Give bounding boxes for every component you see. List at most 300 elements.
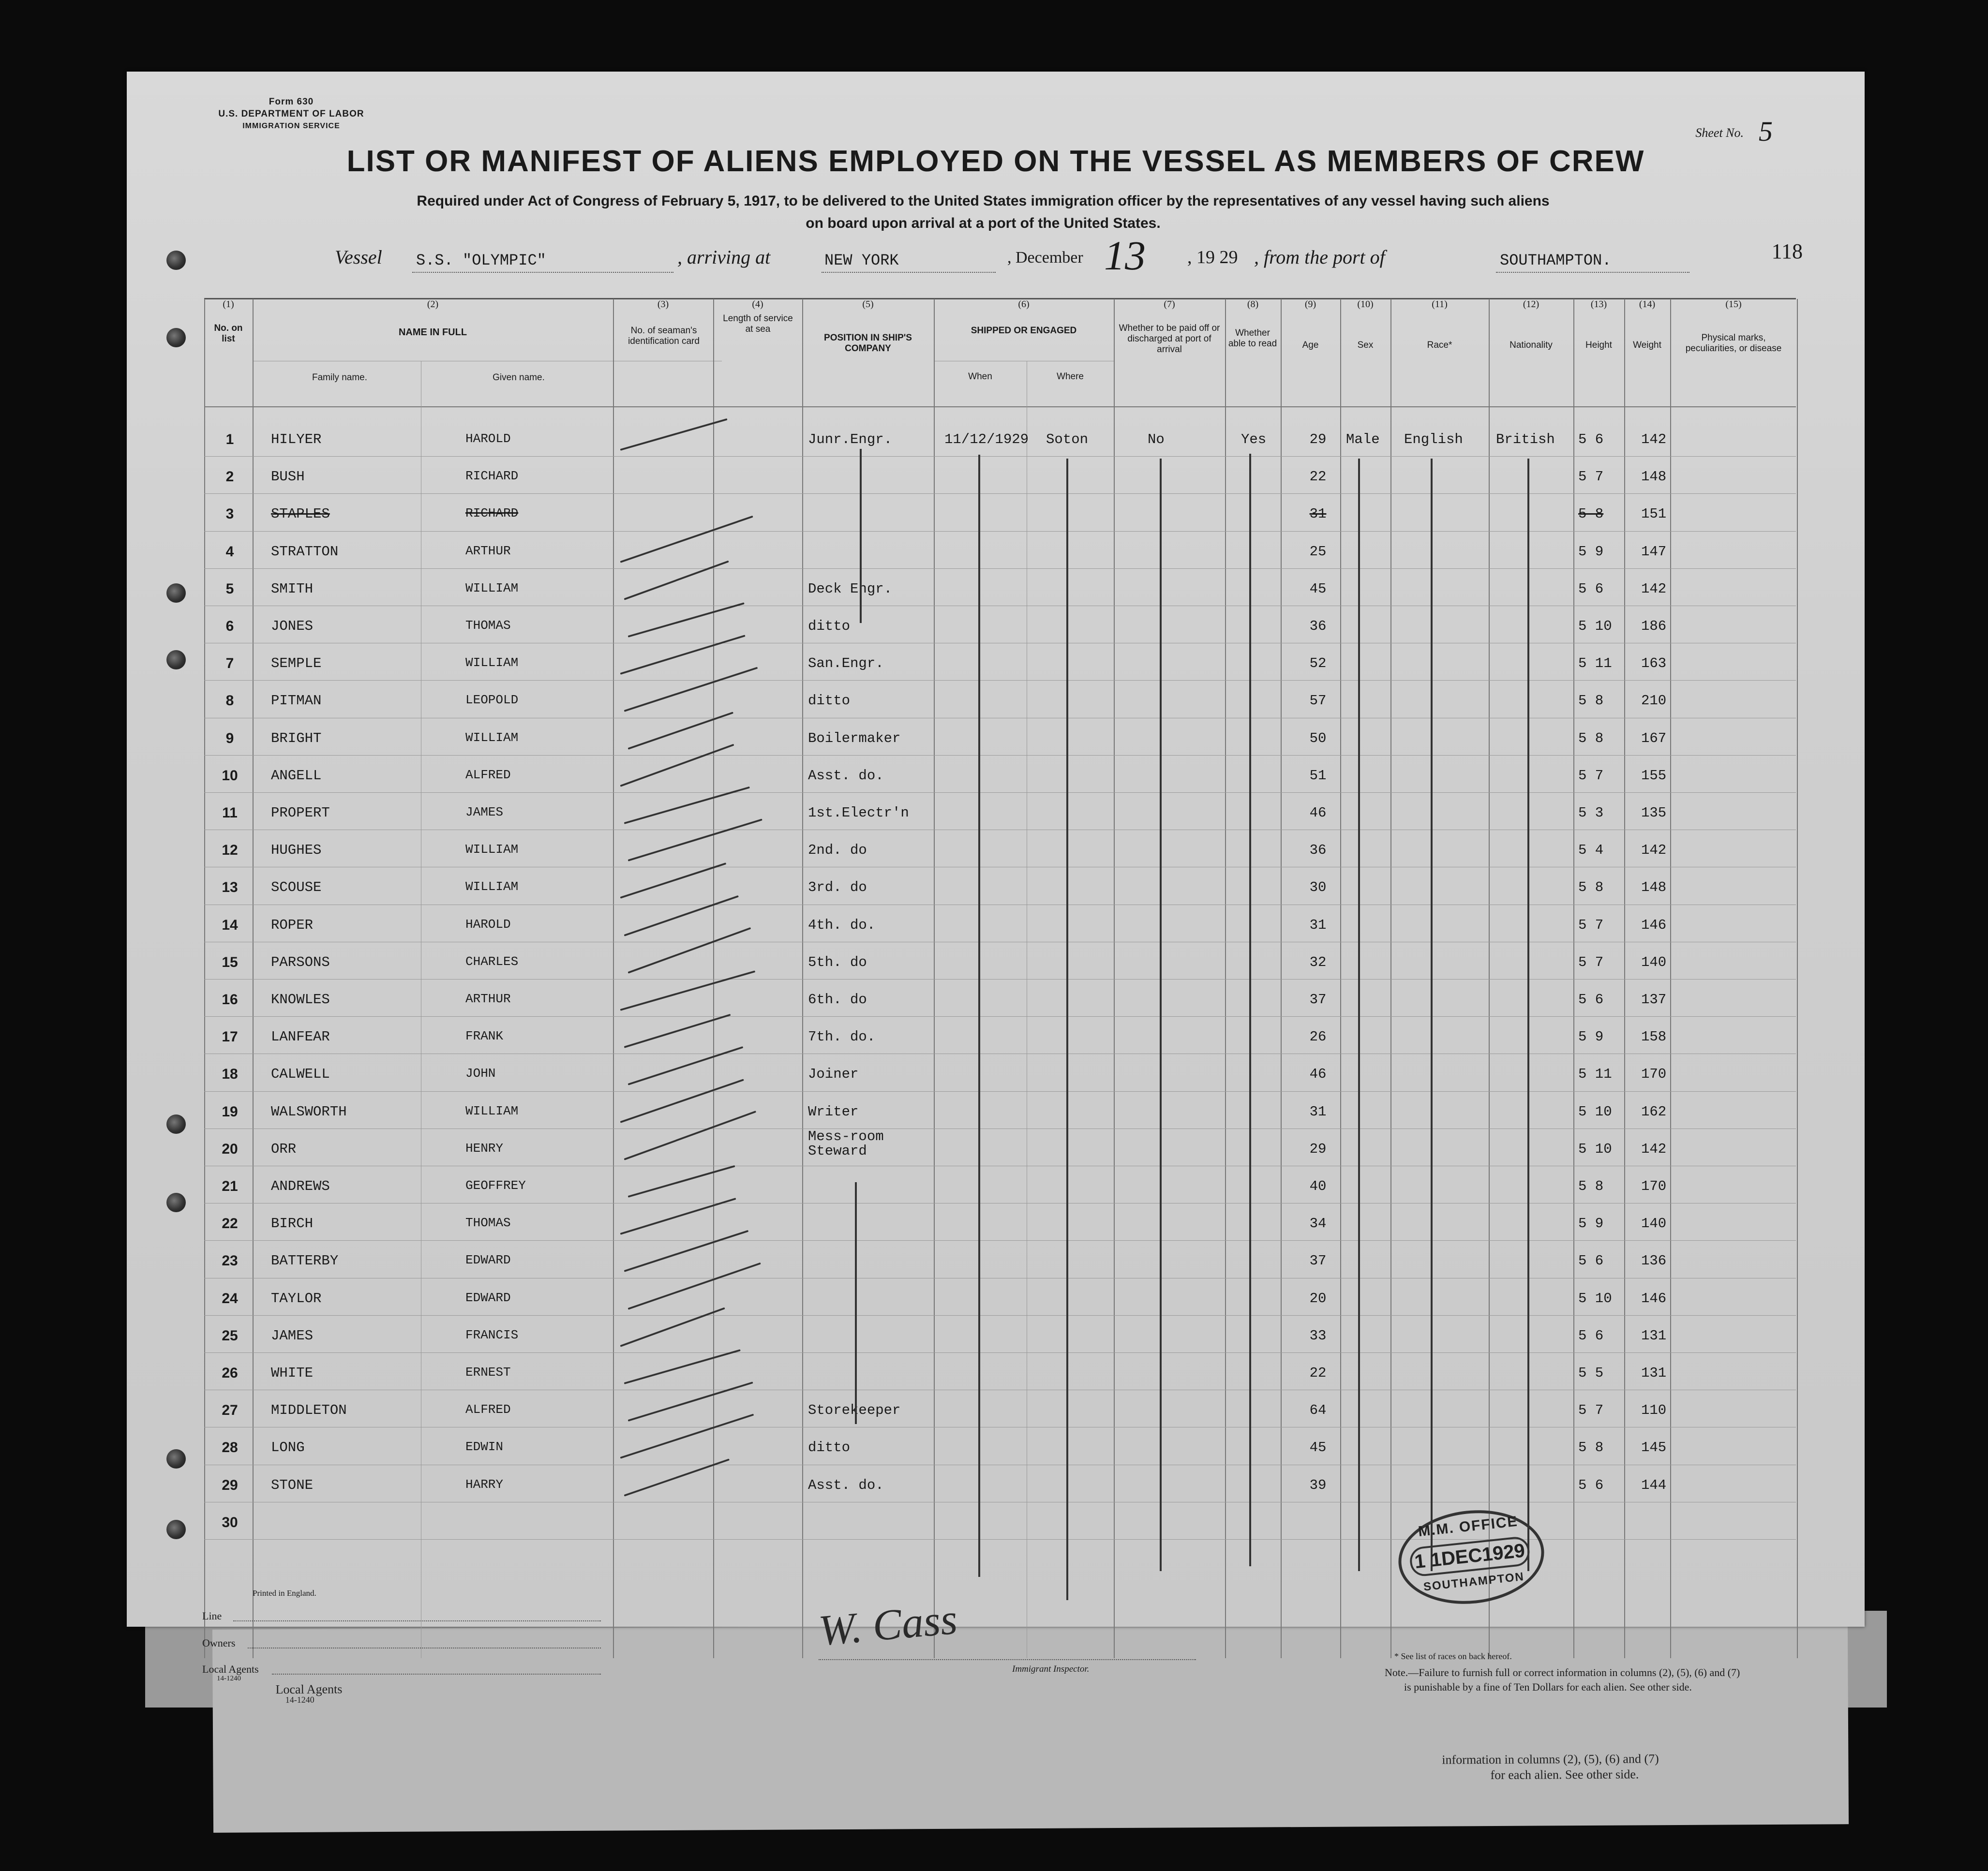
form-identifier <box>190 96 393 132</box>
cell-given: ERNEST <box>465 1365 511 1380</box>
table-row <box>127 1354 1865 1392</box>
cell-height: 5 7 <box>1578 954 1604 970</box>
row-rule <box>204 568 1796 569</box>
arriving-dotline <box>822 272 996 273</box>
ditto-mark <box>860 449 862 623</box>
table-row <box>127 1168 1865 1205</box>
cell-position: 6th. do <box>808 992 867 1008</box>
table-row <box>127 1429 1865 1467</box>
cell-given: ALFRED <box>465 1402 511 1417</box>
cell-no: 16 <box>222 992 238 1008</box>
row-rule <box>204 792 1796 793</box>
cell-age: 37 <box>1309 1253 1327 1269</box>
col-header-height: Height <box>1585 340 1612 350</box>
stamp-bottom: SOUTHAMPTON <box>1422 1570 1525 1594</box>
ditto-mark <box>1066 459 1068 1600</box>
cell-family: BRIGHT <box>271 730 322 746</box>
cell-race: English <box>1404 431 1463 447</box>
cell-weight: 186 <box>1641 618 1667 634</box>
cell-age: 31 <box>1309 506 1327 522</box>
line-label: Line <box>202 1610 222 1622</box>
table-row <box>127 1317 1865 1355</box>
col-header-no: No. on list <box>214 323 243 344</box>
cell-position: Asst. do. <box>808 767 884 784</box>
vessel-label: Vessel <box>335 246 382 268</box>
cell-given: EDWARD <box>465 1290 511 1305</box>
cell-family: BUSH <box>271 469 305 485</box>
ditto-mark <box>1431 459 1433 1571</box>
cell-family: TAYLOR <box>271 1290 322 1307</box>
table-row <box>127 570 1865 608</box>
under-fragment-2: for each alien. See other side. <box>1490 1767 1639 1782</box>
under-fragment-1: information in columns (2), (5), (6) and (7) <box>1442 1752 1659 1767</box>
cell-family: STONE <box>271 1477 314 1493</box>
table-row <box>127 1093 1865 1131</box>
table-row <box>127 458 1865 496</box>
cell-given: THOMAS <box>465 618 511 633</box>
fine-note-1: Note.—Failure to furnish full or correct information in columns (2), (5), (6) and (7) <box>1385 1666 1740 1678</box>
table-row <box>127 757 1865 795</box>
cell-age: 52 <box>1309 655 1327 672</box>
cell-family: CALWELL <box>271 1066 330 1083</box>
cell-family: ORR <box>271 1141 297 1157</box>
cell-family: PROPERT <box>271 805 330 821</box>
cell-family: KNOWLES <box>271 992 330 1008</box>
cell-height: 5 8 <box>1578 1440 1604 1456</box>
cell-given: JOHN <box>465 1066 496 1081</box>
row-rule <box>204 1240 1796 1241</box>
form-code: 14-1240 <box>217 1675 241 1682</box>
cell-no: 24 <box>222 1290 238 1307</box>
colnum: (11) <box>1432 299 1448 310</box>
cell-age: 45 <box>1309 1440 1327 1456</box>
cell-weight: 170 <box>1641 1066 1667 1083</box>
row-rule <box>204 680 1796 681</box>
cell-weight: 135 <box>1641 805 1667 821</box>
col-header-position: POSITION IN SHIP'S COMPANY <box>824 333 912 354</box>
colnum: (9) <box>1304 299 1316 310</box>
col-header-race: Race* <box>1427 340 1452 350</box>
colnum: (8) <box>1247 299 1259 310</box>
ditto-mark <box>855 1182 857 1424</box>
cell-no: 14 <box>222 917 238 933</box>
stamp-date: 1 1DEC1929 <box>1408 1536 1531 1578</box>
agents-dotline <box>272 1674 601 1675</box>
cell-given: WILLIAM <box>465 580 519 595</box>
cell-weight: 210 <box>1641 693 1667 709</box>
cell-given: HARRY <box>465 1477 504 1492</box>
cell-no: 28 <box>222 1440 238 1456</box>
row-rule <box>204 979 1796 980</box>
binder-hole <box>166 328 186 347</box>
cell-no: 4 <box>225 543 234 560</box>
cell-height: 5 7 <box>1578 917 1604 933</box>
row-rule <box>204 531 1796 532</box>
col-header-card: No. of seaman's identification card <box>628 326 700 346</box>
fine-note-2: is punishable by a fine of Ten Dollars for each alien. See other side. <box>1404 1681 1692 1693</box>
colnum: (12) <box>1523 299 1540 310</box>
row-rule <box>204 1352 1796 1353</box>
cell-height: 5 8 <box>1578 506 1604 522</box>
cell-age: 30 <box>1309 879 1327 896</box>
table-row <box>127 533 1865 571</box>
cell-given: EDWARD <box>465 1253 511 1268</box>
col-header-age: Age <box>1302 340 1319 350</box>
cell-age: 33 <box>1309 1327 1327 1344</box>
cell-given: GEOFFREY <box>465 1178 526 1193</box>
cell-no: 7 <box>225 655 234 672</box>
table-row <box>127 1280 1865 1318</box>
cell-weight: 110 <box>1641 1402 1667 1419</box>
cell-position: 4th. do. <box>808 917 876 933</box>
table-row <box>127 421 1865 459</box>
cell-weight: 151 <box>1641 506 1667 522</box>
cell-weight: 146 <box>1641 917 1667 933</box>
cell-age: 29 <box>1309 1141 1327 1157</box>
cell-family: ROPER <box>271 917 314 933</box>
cell-height: 5 8 <box>1578 879 1604 896</box>
cell-weight: 142 <box>1641 1141 1667 1157</box>
cell-age: 34 <box>1309 1216 1327 1232</box>
page-number: 118 <box>1771 239 1803 263</box>
col-header-shipped: SHIPPED OR ENGAGED <box>971 326 1077 336</box>
row-rule <box>204 1539 1796 1540</box>
arrival-month: , December <box>1007 249 1083 267</box>
row-rule <box>204 1016 1796 1017</box>
cell-where: Soton <box>1046 431 1089 447</box>
cell-weight: 155 <box>1641 767 1667 784</box>
cell-given: HAROLD <box>465 917 511 932</box>
cell-family: HILYER <box>271 431 322 447</box>
cell-height: 5 6 <box>1578 1253 1604 1269</box>
cell-age: 45 <box>1309 580 1327 597</box>
cell-no: 22 <box>222 1216 238 1232</box>
inspector-label: Immigrant Inspector. <box>1012 1664 1090 1674</box>
col-header-given: Given name. <box>493 372 545 383</box>
cell-height: 5 10 <box>1578 618 1612 634</box>
cell-no: 27 <box>222 1402 238 1419</box>
cell-no: 15 <box>222 954 238 970</box>
vessel-dotline <box>412 272 673 273</box>
row-rule <box>204 1091 1796 1092</box>
inspector-signature: W. Cass <box>817 1595 959 1655</box>
cell-given: WILLIAM <box>465 1103 519 1118</box>
colnum: (14) <box>1639 299 1656 310</box>
cell-position: Deck Engr. <box>808 580 893 597</box>
table-row <box>127 981 1865 1019</box>
header-bottom-rule <box>204 406 1796 407</box>
cell-family: ANDREWS <box>271 1178 330 1194</box>
cell-height: 5 10 <box>1578 1141 1612 1157</box>
table-row <box>127 944 1865 981</box>
binder-hole <box>166 251 186 270</box>
cell-no: 26 <box>222 1365 238 1381</box>
cell-weight: 170 <box>1641 1178 1667 1194</box>
arrival-day: 13 <box>1104 232 1146 279</box>
table-row <box>127 1392 1865 1429</box>
owners-label: Owners <box>202 1637 236 1649</box>
cell-height: 5 7 <box>1578 1402 1604 1419</box>
cell-no: 30 <box>222 1514 238 1530</box>
cell-given: HENRY <box>465 1141 504 1156</box>
cell-position: 3rd. do <box>808 879 867 896</box>
ditto-mark <box>978 455 980 1577</box>
cell-height: 5 8 <box>1578 730 1604 746</box>
cell-given: WILLIAM <box>465 842 519 857</box>
document-subtitle <box>330 190 1636 235</box>
col-header-where: Where <box>1057 371 1084 382</box>
arrival-year: , 19 29 <box>1187 247 1238 267</box>
cell-position: San.Engr. <box>808 655 884 672</box>
manifest-sheet <box>127 72 1865 1693</box>
table-row <box>127 608 1865 645</box>
cell-family: ANGELL <box>271 767 322 784</box>
cell-height: 5 7 <box>1578 767 1604 784</box>
cell-no: 6 <box>225 618 234 634</box>
cell-given: ARTHUR <box>465 992 511 1006</box>
colnum: (7) <box>1164 299 1175 310</box>
subtitle-line-2: on board upon arrival at a port of the United States. <box>806 215 1161 231</box>
from-port-label: , from the port of <box>1254 246 1385 268</box>
cell-position: 5th. do <box>808 954 867 970</box>
cell-given: ALFRED <box>465 767 511 782</box>
form-number: Form 630 <box>269 97 314 107</box>
cell-age: 37 <box>1309 992 1327 1008</box>
row-rule <box>204 1315 1796 1316</box>
cell-given: ARTHUR <box>465 543 511 558</box>
cell-age: 36 <box>1309 842 1327 859</box>
cell-paid: No <box>1148 431 1165 447</box>
cell-family: JONES <box>271 618 314 634</box>
signature-dotline <box>819 1659 1196 1660</box>
cell-given: RICHARD <box>465 469 519 484</box>
printed-note: Printed in England. <box>253 1589 316 1598</box>
ditto-mark <box>1160 459 1162 1571</box>
cell-no: 1 <box>225 431 234 447</box>
cell-age: 40 <box>1309 1178 1327 1194</box>
cell-height: 5 4 <box>1578 842 1604 859</box>
cell-height: 5 8 <box>1578 1178 1604 1194</box>
cell-weight: 146 <box>1641 1290 1667 1307</box>
under-local-agents: Local Agents <box>275 1682 343 1697</box>
cell-no: 25 <box>222 1327 238 1344</box>
sheet-number-label: Sheet No. <box>1695 126 1744 140</box>
colnum: (2) <box>427 299 439 310</box>
ditto-mark <box>1249 454 1251 1566</box>
cell-family: HUGHES <box>271 842 322 859</box>
cell-height: 5 11 <box>1578 1066 1612 1083</box>
cell-family: WALSWORTH <box>271 1103 347 1120</box>
cell-nationality: British <box>1496 431 1555 447</box>
cell-family: PARSONS <box>271 954 330 970</box>
cell-age: 25 <box>1309 543 1327 560</box>
cell-family: PITMAN <box>271 693 322 709</box>
service-name: IMMIGRATION SERVICE <box>242 122 340 130</box>
cell-given: CHARLES <box>465 954 519 969</box>
underlying-sheet <box>212 1621 1849 1833</box>
colnum: (1) <box>223 299 234 310</box>
cell-sex: Male <box>1346 431 1380 447</box>
cell-age: 22 <box>1309 1365 1327 1381</box>
row-rule <box>204 456 1796 457</box>
cell-given: THOMAS <box>465 1216 511 1231</box>
cell-age: 20 <box>1309 1290 1327 1307</box>
cell-family: LONG <box>271 1440 305 1456</box>
colnum: (6) <box>1018 299 1030 310</box>
cell-no: 3 <box>225 506 234 522</box>
cell-family: SMITH <box>271 580 314 597</box>
under-code: 14-1240 <box>285 1694 314 1705</box>
cell-height: 5 6 <box>1578 992 1604 1008</box>
cell-height: 5 11 <box>1578 655 1612 672</box>
cell-position: ditto <box>808 693 851 709</box>
cell-family: BIRCH <box>271 1216 314 1232</box>
arriving-label: , arriving at <box>677 246 771 268</box>
check-mark <box>628 602 744 638</box>
cell-weight: 148 <box>1641 879 1667 896</box>
check-mark <box>620 418 727 451</box>
table-row <box>127 720 1865 757</box>
cell-height: 5 6 <box>1578 1327 1604 1344</box>
cell-age: 51 <box>1309 767 1327 784</box>
cell-age: 22 <box>1309 469 1327 485</box>
table-row <box>127 1055 1865 1093</box>
cell-age: 46 <box>1309 805 1327 821</box>
stamp-top: M.M. OFFICE <box>1417 1513 1519 1540</box>
cell-position: Asst. do. <box>808 1477 884 1493</box>
cell-no: 5 <box>225 580 234 597</box>
col-header-sex: Sex <box>1357 340 1374 350</box>
cell-weight: 142 <box>1641 431 1667 447</box>
cell-position: Mess-room Steward <box>808 1128 884 1159</box>
cell-family: JAMES <box>271 1327 314 1344</box>
colnum: (13) <box>1590 299 1607 310</box>
cell-no: 23 <box>222 1253 238 1269</box>
cell-weight: 137 <box>1641 992 1667 1008</box>
cell-given: LEOPOLD <box>465 693 519 708</box>
check-mark <box>628 1165 735 1198</box>
row-rule <box>204 493 1796 494</box>
line-dotline <box>233 1620 601 1621</box>
colnum: (4) <box>752 299 763 310</box>
cell-age: 50 <box>1309 730 1327 746</box>
cell-weight: 163 <box>1641 655 1667 672</box>
cell-no: 17 <box>222 1029 238 1045</box>
col-header-nationality: Nationality <box>1510 340 1553 350</box>
col-header-name: NAME IN FULL <box>398 327 467 338</box>
cell-read: Yes <box>1241 431 1267 447</box>
cell-weight: 147 <box>1641 543 1667 560</box>
col-header-paid: Whether to be paid off or discharged at port of arrival <box>1119 323 1220 355</box>
cell-given: FRANCIS <box>465 1327 519 1342</box>
table-row <box>127 1130 1865 1168</box>
cell-age: 46 <box>1309 1066 1327 1083</box>
cell-position: Boilermaker <box>808 730 901 746</box>
cell-given: RICHARD <box>465 506 519 521</box>
cell-position: ditto <box>808 1440 851 1456</box>
table-row <box>127 906 1865 944</box>
cell-height: 5 7 <box>1578 469 1604 485</box>
cell-family: WHITE <box>271 1365 314 1381</box>
cell-family: STRATTON <box>271 543 339 560</box>
table-row <box>127 1242 1865 1280</box>
cell-position: Writer <box>808 1103 859 1120</box>
cell-age: 64 <box>1309 1402 1327 1419</box>
cell-no: 19 <box>222 1103 238 1120</box>
cell-height: 5 3 <box>1578 805 1604 821</box>
cell-family: BATTERBY <box>271 1253 339 1269</box>
cell-age: 36 <box>1309 618 1327 634</box>
table-row <box>127 794 1865 832</box>
cell-position: Joiner <box>808 1066 859 1083</box>
cell-age: 31 <box>1309 1103 1327 1120</box>
cell-family: SCOUSE <box>271 879 322 896</box>
table-row <box>127 495 1865 533</box>
cell-height: 5 9 <box>1578 1029 1604 1045</box>
col-header-length: Length of service at sea <box>723 313 793 334</box>
check-mark <box>624 1349 740 1384</box>
colnum: (15) <box>1725 299 1742 310</box>
table-row <box>127 832 1865 869</box>
colnum: (5) <box>862 299 874 310</box>
cell-given: FRANK <box>465 1029 504 1044</box>
col-header-when: When <box>968 371 992 382</box>
cell-height: 5 9 <box>1578 543 1604 560</box>
cell-family: MIDDLETON <box>271 1402 347 1419</box>
table-row <box>127 1467 1865 1504</box>
cell-position: Storekeeper <box>808 1402 901 1419</box>
cell-height: 5 5 <box>1578 1365 1604 1381</box>
cell-age: 29 <box>1309 431 1327 447</box>
cell-weight: 145 <box>1641 1440 1667 1456</box>
cell-given: WILLIAM <box>465 730 519 745</box>
col-header-weight: Weight <box>1633 340 1661 350</box>
race-note: * See list of races on back hereof. <box>1394 1651 1512 1661</box>
cell-weight: 142 <box>1641 842 1667 859</box>
document-title: LIST OR MANIFEST OF ALIENS EMPLOYED ON THE VESSEL AS MEMBERS OF CREW <box>346 145 1645 178</box>
cell-weight: 142 <box>1641 580 1667 597</box>
cell-age: 57 <box>1309 693 1327 709</box>
check-mark <box>624 1014 731 1048</box>
cell-no: 11 <box>222 805 238 821</box>
cell-height: 5 10 <box>1578 1290 1612 1307</box>
table-row <box>127 645 1865 683</box>
cell-weight: 144 <box>1641 1477 1667 1493</box>
cell-no: 8 <box>225 693 234 709</box>
cell-no: 20 <box>222 1141 238 1157</box>
cell-given: WILLIAM <box>465 655 519 670</box>
sheet-number-value: 5 <box>1759 116 1773 147</box>
cell-weight: 167 <box>1641 730 1667 746</box>
cell-no: 13 <box>222 879 238 896</box>
cell-weight: 131 <box>1641 1327 1667 1344</box>
cell-height: 5 8 <box>1578 693 1604 709</box>
cell-given: WILLIAM <box>465 879 519 894</box>
cell-position: 2nd. do <box>808 842 867 859</box>
cell-family: LANFEAR <box>271 1029 330 1045</box>
cell-age: 31 <box>1309 917 1327 933</box>
cell-weight: 136 <box>1641 1253 1667 1269</box>
table-row <box>127 1205 1865 1243</box>
cell-when: 11/12/1929 <box>944 431 1029 447</box>
ditto-mark <box>1527 459 1529 1571</box>
vessel-name: S.S. "OLYMPIC" <box>416 252 546 269</box>
table-row <box>127 1018 1865 1056</box>
cell-given: HAROLD <box>465 431 511 446</box>
cell-age: 26 <box>1309 1029 1327 1045</box>
local-agents-label: Local Agents <box>202 1663 259 1675</box>
cell-age: 32 <box>1309 954 1327 970</box>
